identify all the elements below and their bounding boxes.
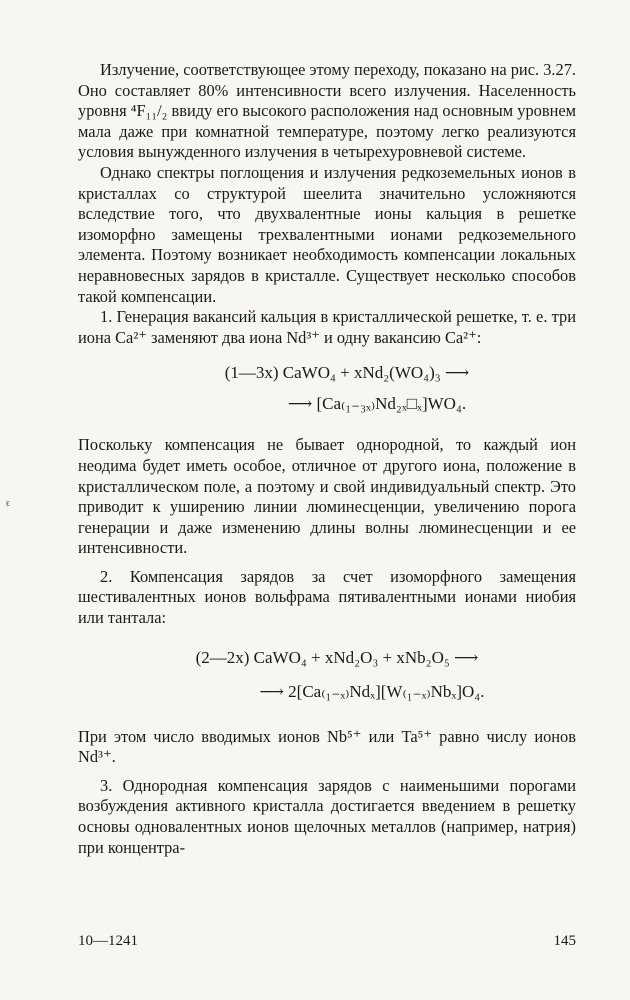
paragraph-7: 3. Однородная компенсация зарядов с наименьшими порогами возбуждения активного кристалла достигается введением в решетку основы одновалентных ионов щелочных металлов (например, натрия) при концентра- [78,775,576,857]
paragraph-6: При этом число вводимых ионов Nb⁵⁺ или Ta⁵⁺ равно числу ионов Nd³⁺. [78,726,576,767]
signature-mark: 10—1241 [78,933,138,949]
formula-1-line-1: (1—3x) CaWO₄ + xNd₂(WO₄)₃ ⟶ [224,363,470,383]
formula-2-line-2: ⟶ 2[Ca₍₁₋ₓ₎Ndₓ][W₍₁₋ₓ₎Nbₓ]O₄. [259,681,485,701]
paragraph-2: Однако спектры поглощения и излучения редкоземельных ионов в кристаллах со структурой шеелита значительно усложняются вследствие того, что двухвалентные ионы кальция в решетке изоморфно замещены трехвалентными ионами редкоземельного элемента. Поэтому возникает необходимость компенсации локальных неравновесных зарядов в кристалле. Существует несколько способов такой компенсации. [78,162,576,306]
paragraph-1: Излучение, соответствующее этому переходу, показано на рис. 3.27. Оно составляет 80% интенсивности всего излучения. Населенность уровня ⁴F₁₁/₂ ввиду его высокого расположения над основным уровнем мала даже при комнатной температуре, поэтому легко реализуются условия вынужденного излучения в четырехуровневой системе. [78,60,576,162]
paragraph-5: 2. Компенсация зарядов за счет изоморфного замещения шестивалентных ионов вольфрама пятивалентными ионами ниобия или тантала: [78,566,576,628]
paragraph-3: 1. Генерация вакансий кальция в кристаллической решетке, т. е. три иона Ca²⁺ заменяют два иона Nd³⁺ и одну вакансию Ca²⁺: [78,307,576,347]
formula-1-line-2: ⟶ [Ca₍₁₋₃ₓ₎Nd₂ₓ□ₓ]WO₄. [287,394,467,414]
margin-mark: ϵ [6,498,11,509]
formula-2-line-1: (2—2x) CaWO₄ + xNd₂O₃ + xNb₂O₅ ⟶ [195,647,479,667]
page-body [78,60,576,858]
paragraph-4: Поскольку компенсация не бывает однородной, то каждый ион неодима будет иметь особое, отличное от другого иона, положение в кристаллическом поле, а поэтому и свой индивидуальный спектр. Это приводит к уширению линии люминесценции, увеличению порога генерации и даже изменению длины волны люминесценции и ее интенсивности. [78,435,576,558]
page-number: 145 [553,933,576,949]
